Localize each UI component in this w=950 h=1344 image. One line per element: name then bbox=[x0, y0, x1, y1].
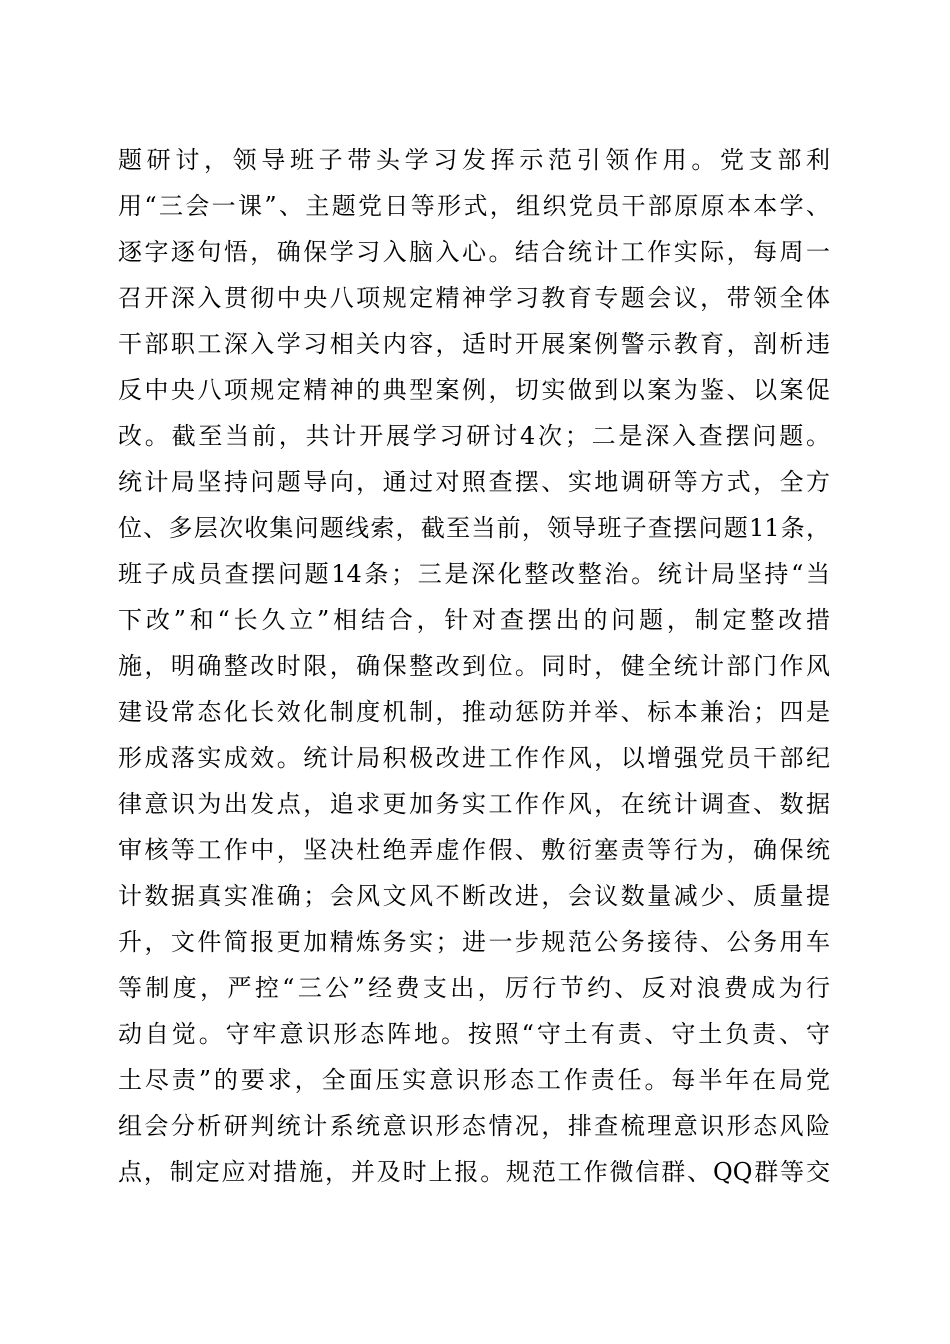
body-text bbox=[118, 137, 830, 1195]
text-line: 统计局坚持问题导向，通过对照查摆、实地调研等方式，全方 bbox=[118, 468, 830, 496]
text-line: 律意识为出发点，追求更加务实工作作风，在统计调查、数据 bbox=[118, 790, 830, 818]
text-line: 动自觉。守牢意识形态阵地。按照“守土有责、守土负责、守 bbox=[118, 1020, 830, 1048]
text-line: 改。截至当前，共计开展学习研讨4次；二是深入查摆问题。 bbox=[118, 422, 830, 450]
text-line: 计数据真实准确；会风文风不断改进，会议数量减少、质量提 bbox=[118, 882, 830, 910]
text-line: 逐字逐句悟，确保学习入脑入心。结合统计工作实际，每周一 bbox=[118, 238, 830, 266]
text-line: 组会分析研判统计系统意识形态情况，排查梳理意识形态风险 bbox=[118, 1112, 830, 1140]
text-line: 审核等工作中，坚决杜绝弄虚作假、敷衍塞责等行为，确保统 bbox=[118, 836, 830, 864]
text-line: 形成落实成效。统计局积极改进工作作风，以增强党员干部纪 bbox=[118, 744, 830, 772]
text-line: 班子成员查摆问题14条；三是深化整改整治。统计局坚持“当 bbox=[118, 560, 830, 588]
text-line: 升，文件简报更加精炼务实；进一步规范公务接待、公务用车 bbox=[118, 928, 830, 956]
text-line: 位、多层次收集问题线索，截至当前，领导班子查摆问题11条， bbox=[118, 514, 830, 542]
text-line: 下改”和“长久立”相结合，针对查摆出的问题，制定整改措 bbox=[118, 606, 830, 634]
text-line: 题研讨，领导班子带头学习发挥示范引领作用。党支部利 bbox=[118, 146, 830, 174]
text-line: 点，制定应对措施，并及时上报。规范工作微信群、QQ群等交 bbox=[118, 1158, 830, 1186]
text-line: 土尽责”的要求，全面压实意识形态工作责任。每半年在局党 bbox=[118, 1066, 830, 1094]
text-line: 反中央八项规定精神的典型案例，切实做到以案为鉴、以案促 bbox=[118, 376, 830, 404]
text-line: 建设常态化长效化制度机制，推动惩防并举、标本兼治；四是 bbox=[118, 698, 830, 726]
text-line: 召开深入贯彻中央八项规定精神学习教育专题会议，带领全体 bbox=[118, 284, 830, 312]
text-line: 施，明确整改时限，确保整改到位。同时，健全统计部门作风 bbox=[118, 652, 830, 680]
text-line: 等制度，严控“三公”经费支出，厉行节约、反对浪费成为行 bbox=[118, 974, 830, 1002]
text-line: 用“三会一课”、主题党日等形式，组织党员干部原原本本学、 bbox=[118, 192, 830, 220]
text-line: 干部职工深入学习相关内容，适时开展案例警示教育，剖析违 bbox=[118, 330, 830, 358]
